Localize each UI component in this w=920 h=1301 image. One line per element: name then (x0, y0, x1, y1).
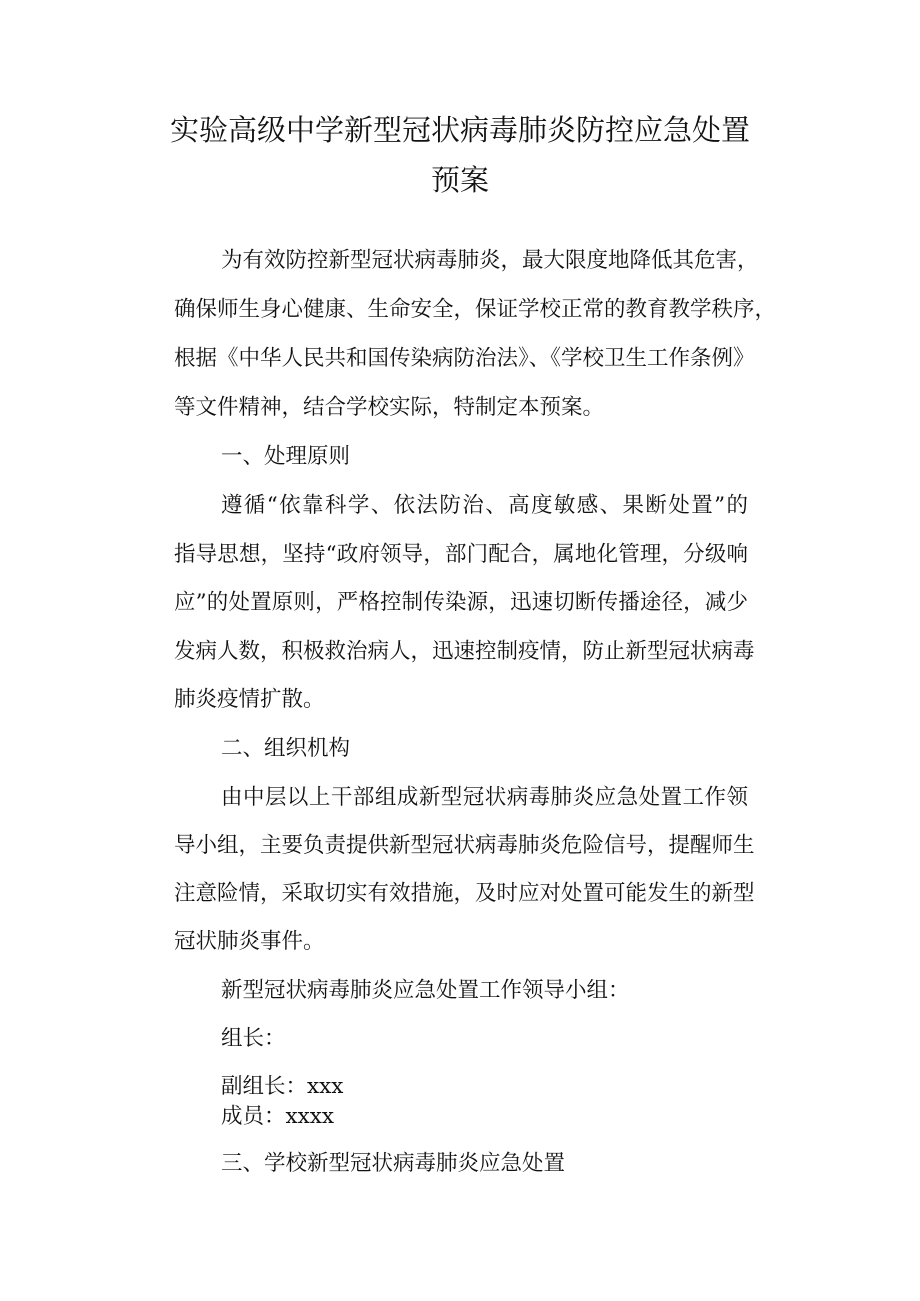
leadership-group-title: 新型冠状病毒肺炎应急处置工作领导小组： (221, 978, 630, 1003)
section-1-line-2: 指导思想，坚持“政府领导，部门配合，属地化管理，分级响 (174, 542, 748, 567)
section-1-line-3: 应”的处置原则，严格控制传染源，迅速切断传播途径，减少 (174, 590, 748, 615)
section-1-line-4: 发病人数，积极救治病人，迅速控制疫情，防止新型冠状病毒 (174, 639, 755, 664)
section-2-line-4: 冠状肺炎事件。 (174, 929, 325, 954)
section-1-line-1: 遵循“依靠科学、依法防治、高度敏感、果断处置”的 (221, 493, 748, 518)
section-3-heading: 三、学校新型冠状病毒肺炎应急处置 (221, 1151, 566, 1176)
section-1-heading: 一、处理原则 (221, 444, 351, 469)
group-members: 成员：xxxx (221, 1104, 335, 1129)
group-leader: 组长： (221, 1026, 286, 1051)
intro-line-3: 根据《中华人民共和国传染病防治法》、《学校卫生工作条例》 (174, 346, 755, 371)
section-1-line-5: 肺炎疫情扩散。 (174, 687, 325, 712)
section-2-heading: 二、组织机构 (221, 736, 351, 761)
intro-line-4: 等文件精神，结合学校实际，特制定本预案。 (174, 395, 605, 420)
group-deputy-leader: 副组长：xxx (221, 1074, 344, 1099)
document-title-line-1: 实验高级中学新型冠状病毒肺炎防控应急处置 (169, 113, 750, 147)
intro-line-1: 为有效防控新型冠状病毒肺炎，最大限度地降低其危害， (221, 248, 759, 273)
document-title-line-2: 预案 (430, 163, 489, 197)
section-2-line-2: 导小组，主要负责提供新型冠状病毒肺炎危险信号，提醒师生 (174, 833, 755, 858)
intro-line-2: 确保师生身心健康、生命安全，保证学校正常的教育教学秩序， (174, 297, 777, 322)
section-2-line-1: 由中层以上干部组成新型冠状病毒肺炎应急处置工作领 (221, 785, 748, 810)
section-2-line-3: 注意险情，采取切实有效措施，及时应对处置可能发生的新型 (174, 881, 755, 906)
